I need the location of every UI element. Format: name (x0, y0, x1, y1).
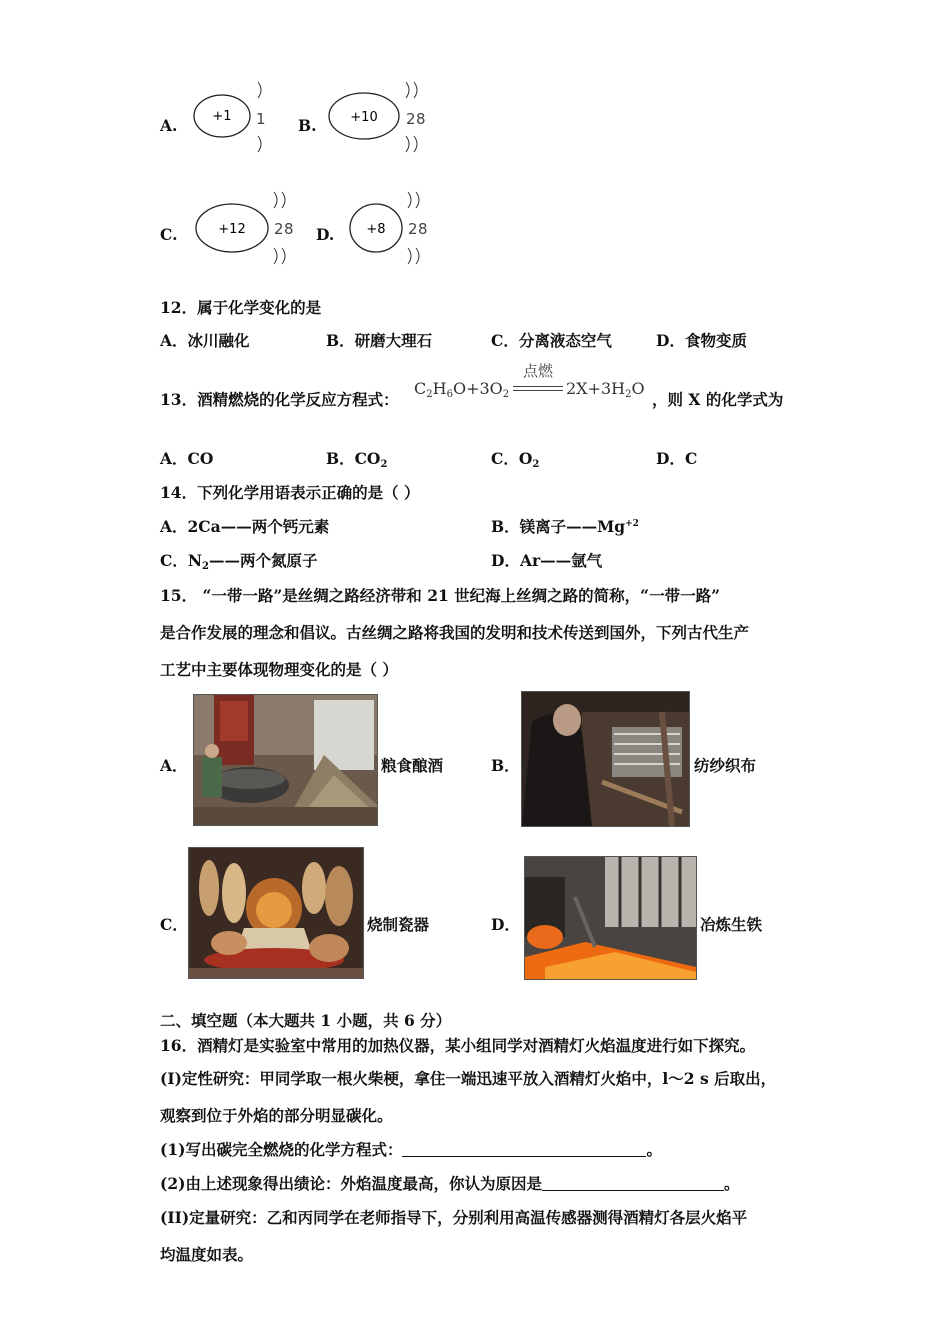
q11-option-a-letter: A. (160, 116, 178, 135)
q15-option-b-label: 纺纱织布 (694, 756, 757, 775)
q11-c-nucleus: +12 (218, 222, 246, 237)
q15-option-d-letter: D． (491, 915, 520, 934)
q11-a-nucleus: +1 (212, 109, 232, 124)
q13-option-b: B．$CO_2$ (326, 449, 388, 470)
q15-option-d-label: 冶炼生铁 (700, 915, 763, 934)
q16-part2-line-2: 均温度如表。 (160, 1245, 254, 1264)
q13-stem-tail: ，则 X 的化学式为 (652, 390, 784, 409)
q13-stem: 13．酒精燃烧的化学反应方程式： (160, 390, 399, 409)
q14-option-c: C．$N_2——$两个氮原子 (160, 551, 318, 572)
q15-line-3: 工艺中主要体现物理变化的是（ ） (160, 660, 398, 679)
q11-option-b-diagram (328, 78, 438, 162)
q16-stem: 16．酒精灯是实验室中常用的加热仪器，某小组同学对酒精灯火焰温度进行如下探究。 (160, 1036, 756, 1055)
q15-option-b-letter: B． (491, 756, 520, 775)
q11-d-nucleus: +8 (366, 222, 386, 237)
q11-a-shell1: 1 (256, 110, 266, 128)
q15-option-a-label: 粮食酿酒 (381, 756, 444, 775)
q11-option-d-diagram (348, 188, 448, 272)
brewing-photo (193, 694, 378, 826)
q11-b-nucleus: +10 (350, 110, 378, 125)
q13-equation-right: $2X+3H_2O$ (566, 379, 645, 400)
q15-option-a-letter: A． (160, 756, 188, 775)
q12-option-b: B．研磨大理石 (326, 331, 433, 350)
q16-part1-line-1: (I)定性研究：甲同学取一根火柴梗，拿住一端迅速平放入酒精灯火焰中，l～2 s 后取出， (160, 1069, 777, 1088)
q16-sub2-blank[interactable] (542, 1176, 724, 1191)
q12-option-d: D．食物变质 (656, 331, 747, 350)
section-2-heading: 二、填空题（本大题共 1 小题，共 6 分） (160, 1011, 452, 1030)
q16-sub1: (1)写出碳完全燃烧的化学方程式： 。 (160, 1140, 662, 1159)
q11-option-c-diagram (194, 188, 304, 272)
q15-option-c-letter: C． (160, 915, 188, 934)
q13-equals-sign (513, 386, 563, 391)
q14-option-b: B．镁离子$——Mg^{+2}$ (491, 517, 639, 536)
porcelain-photo (188, 847, 364, 979)
q15-line-2: 是合作发展的理念和倡议。古丝绸之路将我国的发明和技术传送到国外，下列古代生产 (160, 623, 750, 642)
q15-option-c-label: 烧制瓷器 (367, 915, 430, 934)
q12-option-a: A．冰川融化 (160, 331, 250, 350)
q16-part1-line-2: 观察到位于外焰的部分明显碳化。 (160, 1106, 393, 1125)
q15-line-1: 15． “一带一路”是丝绸之路经济带和 21 世纪海上丝绸之路的简称，“一带一路” (160, 586, 720, 605)
q14-option-a: A．2Ca——两个钙元素 (160, 517, 330, 536)
q16-sub1-blank[interactable] (402, 1142, 646, 1157)
q11-d-shell1: 2 (408, 220, 418, 238)
q13-option-a: A．CO (160, 449, 214, 468)
q13-equation-left: $C_2H_6O+3O_2$ (414, 379, 510, 400)
q11-c-shell1: 2 (274, 220, 284, 238)
q14-option-d: D．Ar——氩气 (491, 551, 603, 570)
q13-option-c: C．$O_2$ (491, 449, 540, 470)
q12-stem: 12．属于化学变化的是 (160, 298, 322, 317)
q13-reaction-condition: 点燃 (522, 362, 553, 380)
q11-b-shell1: 2 (406, 110, 416, 128)
q11-b-shell2: 8 (416, 110, 426, 128)
q11-option-b-letter: B. (298, 116, 317, 135)
q11-option-c-letter: C. (160, 225, 178, 244)
iron-smelting-photo (524, 856, 697, 980)
q11-c-shell2: 8 (284, 220, 294, 238)
q16-sub2: (2)由上述现象得出绩论：外焰温度最高，你认为原因是 。 (160, 1174, 740, 1193)
q12-option-c: C．分离液态空气 (491, 331, 612, 350)
q13-option-d: D．C (656, 449, 698, 468)
q11-option-d-letter: D. (316, 225, 335, 244)
q11-option-a-diagram (192, 78, 272, 162)
weaving-photo (521, 691, 690, 827)
q11-d-shell2: 8 (418, 220, 428, 238)
q14-stem: 14．下列化学用语表示正确的是（ ） (160, 483, 420, 502)
q16-part2-line-1: (II)定量研究：乙和丙同学在老师指导下，分别利用高温传感器测得酒精灯各层火焰平 (160, 1208, 748, 1227)
